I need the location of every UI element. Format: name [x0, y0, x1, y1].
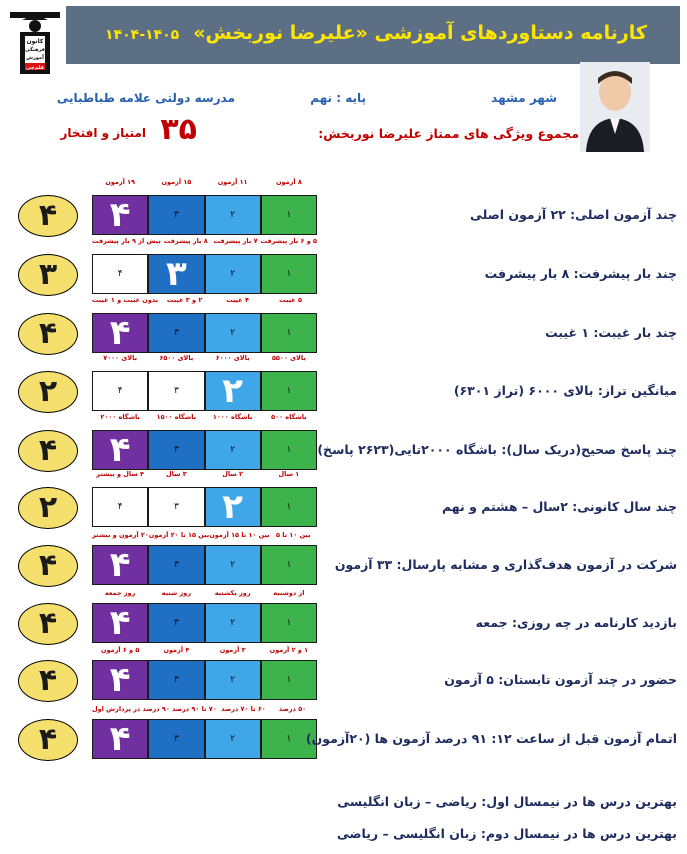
row-4-thresholds [92, 354, 317, 364]
row-5-thresholds [92, 413, 317, 423]
level-cell: ۱ [261, 254, 317, 294]
threshold-label: بین ۱۰ تا ۱۵ آزمون [209, 531, 270, 539]
level-cell: ۲ [205, 254, 261, 294]
row-4-label: میانگین تراز: بالای ۶۰۰۰ (تراز ۶۳۰۱) [453, 383, 677, 398]
threshold-label: ۵ و ۶ آزمون [100, 646, 140, 654]
row-1-score-badge: ۴ [18, 195, 78, 237]
row-8-score-badge: ۴ [18, 603, 78, 645]
level-cell: ۳ [148, 313, 204, 353]
level-cell: ۳ [148, 195, 204, 235]
level-cell: ۳ [148, 371, 204, 411]
threshold-label: ۱ و ۲ آزمون [269, 646, 309, 654]
level-cell: ۲ [205, 719, 261, 759]
level-cell: ۲ [205, 487, 261, 527]
level-cell: ۴ [92, 719, 148, 759]
row-3-thresholds [92, 296, 317, 306]
level-cell: ۲ [205, 195, 261, 235]
threshold-label: ۲ سال [222, 470, 243, 478]
threshold-label: ۷ بار پیشرفت [213, 237, 258, 245]
row-1-label: چند آزمون اصلی: ۲۲ آزمون اصلی [469, 207, 677, 222]
threshold-label: ۴ آزمون [163, 646, 190, 654]
threshold-label: بیش از ۹ بار پیشرفت [91, 237, 161, 245]
student-avatar-icon [580, 62, 650, 152]
row-9-level-grid [92, 660, 317, 700]
row-6-label: چند سال کانونی: ۲سال – هشتم و نهم [441, 499, 677, 514]
threshold-label: باشگاه ۱۵۰۰ [156, 413, 197, 421]
kanoon-logo [8, 10, 62, 76]
level-cell: ۴ [92, 603, 148, 643]
threshold-label: ۲ و ۳ غیبت [166, 296, 203, 304]
row-9-label: حضور در چند آزمون تابستان: ۵ آزمون [444, 672, 677, 687]
row-8-label: بازدید کارنامه در چه روزی: جمعه [475, 615, 677, 630]
report-title: کارنامه دستاوردهای آموزشی «علیرضا نوربخش» [193, 22, 647, 44]
row-9-score-badge: ۴ [18, 660, 78, 702]
level-cell: ۱ [261, 371, 317, 411]
level-cell: ۲ [205, 313, 261, 353]
level-cell: ۲ [205, 430, 261, 470]
threshold-label: باشگاه ۱۰۰۰ [212, 413, 253, 421]
row-7-score-badge: ۴ [18, 545, 78, 587]
row-3-score-badge: ۴ [18, 313, 78, 355]
level-cell: ۴ [92, 254, 148, 294]
level-cell: ۴ [92, 313, 148, 353]
level-cell: ۱ [261, 660, 317, 700]
threshold-label: ۵۰ درصد [278, 705, 307, 713]
row-6-score-badge: ۲ [18, 487, 78, 529]
level-cell: ۴ [92, 195, 148, 235]
row-10-thresholds [92, 705, 317, 715]
row-8-thresholds [92, 589, 317, 599]
threshold-label: ۱۹ آزمون [105, 178, 136, 186]
row-3-label: چند بار غیبت: ۱ غیبت [545, 325, 677, 340]
threshold-label: ۹۰ درصد در پردازش اول [92, 705, 170, 713]
row-2-level-grid [92, 254, 317, 294]
threshold-label: ۱۵ آزمون [161, 178, 192, 186]
level-cell: ۱ [261, 430, 317, 470]
threshold-label: ۵ غیبت [279, 296, 302, 304]
row-5-label: چند پاسخ صحیح(دریک سال): باشگاه ۲۰۰۰تایی(۲۶۲۳ پاسخ) [317, 442, 677, 457]
level-cell: ۱ [261, 603, 317, 643]
threshold-label: ۶۰ تا ۷۰ درصد [221, 705, 266, 713]
page-title [76, 8, 676, 58]
level-cell: ۲ [205, 660, 261, 700]
level-cell: ۲ [205, 371, 261, 411]
threshold-label: ۴ سال و بیشتر [96, 470, 144, 478]
logo-badge: قلم‌چی [26, 65, 44, 71]
student-photo [580, 62, 650, 152]
row-2-score-badge: ۳ [18, 254, 78, 296]
logo-line-3: آموزش [26, 55, 44, 61]
threshold-label: ۱۱ آزمون [217, 178, 248, 186]
threshold-label: بالای ۶۵۰۰ [159, 354, 194, 362]
row-5-level-grid [92, 430, 317, 470]
level-cell: ۱ [261, 195, 317, 235]
summary-label: مجموع ویژگی های ممتاز علیرضا نوربخش: [318, 126, 579, 141]
student-city: شهر مشهد [491, 91, 557, 105]
row-10-score-badge: ۴ [18, 719, 78, 761]
row-1-level-grid [92, 195, 317, 235]
level-cell: ۴ [92, 545, 148, 585]
threshold-label: بالای ۶۰۰۰ [215, 354, 250, 362]
threshold-label: ۸ بار پیشرفت [163, 237, 208, 245]
logo-line-2: فرهنگی [25, 47, 45, 53]
threshold-label: بین ۱۵ تا ۲۰ آزمون [148, 531, 210, 539]
best-subjects-term-1: بهترین درس ها در نیمسال اول: ریاضی – زبان انگلیسی [337, 794, 677, 809]
level-cell: ۳ [148, 487, 204, 527]
row-4-score-badge: ۲ [18, 371, 78, 413]
threshold-label: بدون غیبت و ۱ غیبت [91, 296, 159, 304]
level-cell: ۴ [92, 371, 148, 411]
row-6-thresholds [92, 470, 317, 480]
threshold-label: بین ۱۰ تا ۵ [276, 531, 311, 539]
level-cell: ۳ [148, 719, 204, 759]
row-8-level-grid [92, 603, 317, 643]
level-cell: ۴ [92, 487, 148, 527]
threshold-label: باشگاه ۲۰۰۰ [100, 413, 140, 421]
level-cell: ۱ [261, 545, 317, 585]
logo-line-1: کانون [26, 38, 44, 45]
threshold-label: بالای ۷۰۰۰ [103, 354, 138, 362]
row-2-thresholds [92, 237, 317, 247]
row-2-label: چند بار پیشرفت: ۸ بار پیشرفت [484, 266, 677, 281]
threshold-label: بالای ۵۵۰۰ [271, 354, 306, 362]
graduate-figure-icon [8, 10, 62, 76]
best-subjects-term-2: بهترین درس ها در نیمسال دوم: زبان انگلیسی – ریاضی [336, 826, 677, 841]
row-6-level-grid [92, 487, 317, 527]
row-1-thresholds [92, 178, 317, 188]
row-4-level-grid [92, 371, 317, 411]
level-cell: ۴ [92, 430, 148, 470]
threshold-label: باشگاه ۵۰۰ [271, 413, 307, 421]
threshold-label: ۷۰ تا ۹۰ درصد [172, 705, 217, 713]
school-name: مدرسه دولتی علامه طباطبایی [56, 91, 235, 105]
level-cell: ۱ [261, 487, 317, 527]
threshold-label: ۲۰ آزمون و بیشتر [92, 531, 149, 539]
threshold-label: ۳ سال [166, 470, 187, 478]
row-3-level-grid [92, 313, 317, 353]
threshold-label: ۸ آزمون [275, 178, 302, 186]
threshold-label: روز جمعه [104, 589, 136, 597]
threshold-label: روز شنبه [161, 589, 192, 597]
threshold-label: روز یکشنبه [214, 589, 251, 597]
threshold-label: ۵ و ۶ بار پیشرفت [260, 237, 317, 245]
threshold-label: از دوشنبه [273, 589, 305, 597]
level-cell: ۳ [148, 430, 204, 470]
academic-year: ۱۴۰۵-۱۴۰۴ [105, 27, 180, 43]
row-9-thresholds [92, 646, 317, 656]
threshold-label: ۳ آزمون [219, 646, 246, 654]
level-cell: ۱ [261, 719, 317, 759]
level-cell: ۱ [261, 313, 317, 353]
level-cell: ۳ [148, 254, 204, 294]
level-cell: ۲ [205, 603, 261, 643]
row-7-thresholds [92, 531, 317, 541]
row-5-score-badge: ۴ [18, 430, 78, 472]
level-cell: ۳ [148, 660, 204, 700]
student-grade: پایه : نهم [310, 91, 366, 105]
level-cell: ۴ [92, 660, 148, 700]
row-10-label: اتمام آزمون قبل از ساعت ۱۲: ۹۱ درصد آزمون ها (۲۰آزمون) [305, 731, 677, 746]
total-score: ۳۵ [160, 112, 197, 147]
level-cell: ۳ [148, 545, 204, 585]
threshold-label: ۱ سال [278, 470, 300, 478]
row-7-level-grid [92, 545, 317, 585]
level-cell: ۳ [148, 603, 204, 643]
row-10-level-grid [92, 719, 317, 759]
threshold-label: ۴ غیبت [226, 296, 249, 304]
score-label: امتیاز و افتخار [60, 126, 146, 140]
level-cell: ۲ [205, 545, 261, 585]
row-7-label: شرکت در آزمون هدف‌گذاری و مشابه پارسال: ۳۳ آزمون [334, 557, 677, 572]
